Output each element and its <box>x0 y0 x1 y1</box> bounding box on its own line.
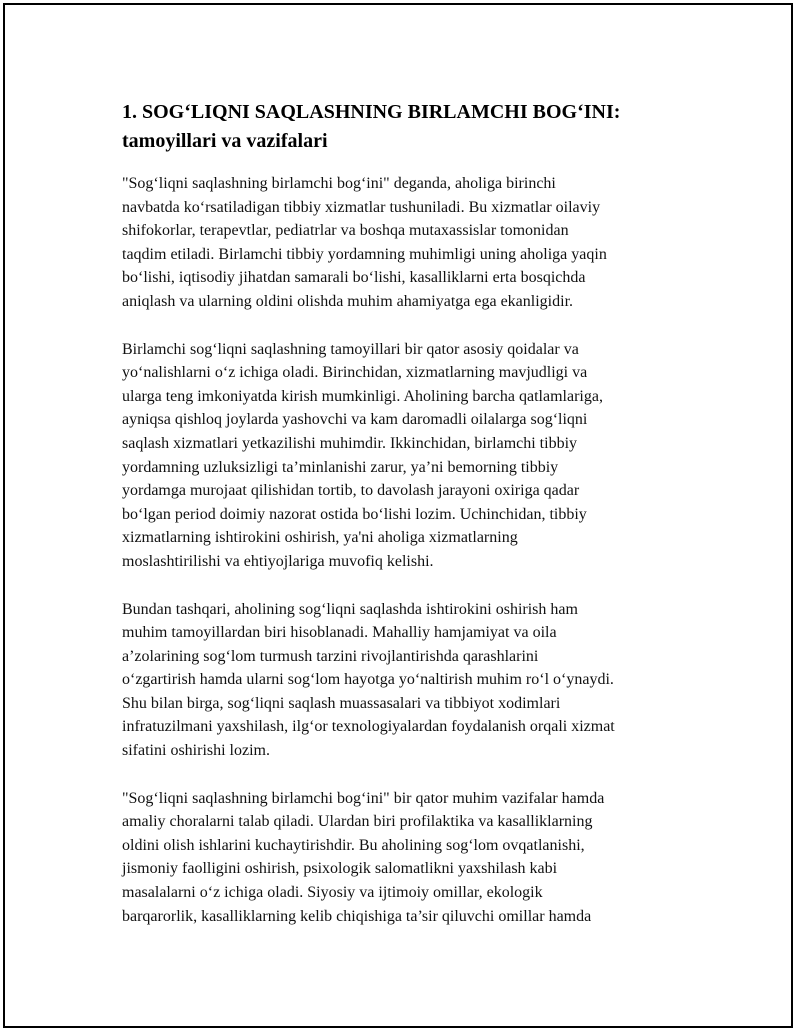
paragraph-line: ularga teng imkoniyatda kirish mumkinligi. Aholining barcha qatlamlariga, <box>122 387 603 405</box>
section-heading <box>122 98 694 156</box>
paragraph-line: a’zolarining sog‘lom turmush tarzini rivojlantirishda qarashlarini <box>122 647 539 665</box>
document-body <box>122 98 694 952</box>
paragraph-3 <box>122 598 694 763</box>
paragraph-line: masalalarni o‘z ichiga oladi. Siyosiy va ijtimoiy omillar, ekologik <box>122 884 543 902</box>
paragraph-line: yo‘nalishlarni o‘z ichiga oladi. Birinchidan, xizmatlarning mavjudligi va <box>122 364 588 382</box>
paragraph-line: saqlash xizmatlari yetkazilishi muhimdir. Ikkinchidan, birlamchi tibbiy <box>122 434 578 452</box>
paragraph-2 <box>122 338 694 574</box>
paragraph-line: muhim tamoyillardan biri hisoblanadi. Mahalliy hamjamiyat va oila <box>122 624 557 642</box>
paragraph-line: sifatini oshirishi lozim. <box>122 742 270 760</box>
paragraph-line: moslashtirilishi va ehtiyojlariga muvofiq kelishi. <box>122 552 434 570</box>
paragraph-line: Bundan tashqari, aholining sog‘liqni saqlashda ishtirokini oshirish ham <box>122 600 578 618</box>
heading-line-2: tamoyillari va vazifalari <box>122 130 328 152</box>
paragraph-line: taqdim etiladi. Birlamchi tibbiy yordamning muhimligi uning aholiga yaqin <box>122 245 607 263</box>
paragraph-line: o‘zgartirish hamda ularni sog‘lom hayotga yo‘naltirish muhim ro‘l o‘ynaydi. <box>122 671 614 689</box>
paragraph-line: bo‘lgan period doimiy nazorat ostida bo‘lishi lozim. Uchinchidan, tibbiy <box>122 505 587 523</box>
paragraph-line: aniqlash va ularning oldini olishda muhim ahamiyatga ega ekanligidir. <box>122 292 574 310</box>
paragraph-line: barqarorlik, kasalliklarning kelib chiqishiga ta’sir qiluvchi omillar hamda <box>122 907 592 925</box>
paragraph-line: bo‘lishi, iqtisodiy jihatdan samarali bo‘lishi, kasalliklarni erta bosqichda <box>122 269 586 287</box>
paragraph-line: jismoniy faolligini oshirish, psixologik salomatlikni yaxshilash kabi <box>122 860 558 878</box>
paragraph-line: infratuzilmani yaxshilash, ilg‘or texnologiyalardan foydalanish orqali xizmat <box>122 718 615 736</box>
paragraphs-container <box>122 172 694 928</box>
paragraph-line: shifokorlar, terapevtlar, pediatrlar va boshqa mutaxassislar tomonidan <box>122 222 569 240</box>
paragraph-1 <box>122 172 694 314</box>
paragraph-line: yordamning uzluksizligi ta’minlanishi zarur, ya’ni bemorning tibbiy <box>122 458 559 476</box>
paragraph-line: xizmatlarning ishtirokini oshirish, ya'ni aholiga xizmatlarning <box>122 529 518 547</box>
paragraph-4 <box>122 787 694 929</box>
paragraph-line: "Sog‘liqni saqlashning birlamchi bog‘ini" deganda, aholiga birinchi <box>122 175 556 192</box>
paragraph-line: ayniqsa qishloq joylarda yashovchi va kam daromadli oilalarga sog‘liqni <box>122 411 588 429</box>
paragraph-line: yordamga murojaat qilishidan tortib, to davolash jarayoni oxiriga qadar <box>122 482 580 500</box>
paragraph-line: "Sog‘liqni saqlashning birlamchi bog‘ini" bir qator muhim vazifalar hamda <box>122 789 605 807</box>
paragraph-line: Shu bilan birga, sog‘liqni saqlash muassasalari va tibbiyot xodimlari <box>122 694 561 712</box>
paragraph-line: amaliy choralarni talab qiladi. Ulardan biri profilaktika va kasalliklarning <box>122 813 593 831</box>
heading-line-1: 1. SOG‘LIQNI SAQLASHNING BIRLAMCHI BOG‘INI: <box>122 101 621 123</box>
page-frame <box>3 3 793 1028</box>
paragraph-line: Birlamchi sog‘liqni saqlashning tamoyillari bir qator asosiy qoidalar va <box>122 340 579 358</box>
paragraph-line: oldini olish ishlarini kuchaytirishdir. Bu aholining sog‘lom ovqatlanishi, <box>122 836 585 854</box>
paragraph-line: navbatda ko‘rsatiladigan tibbiy xizmatlar tushuniladi. Bu xizmatlar oilaviy <box>122 198 601 216</box>
